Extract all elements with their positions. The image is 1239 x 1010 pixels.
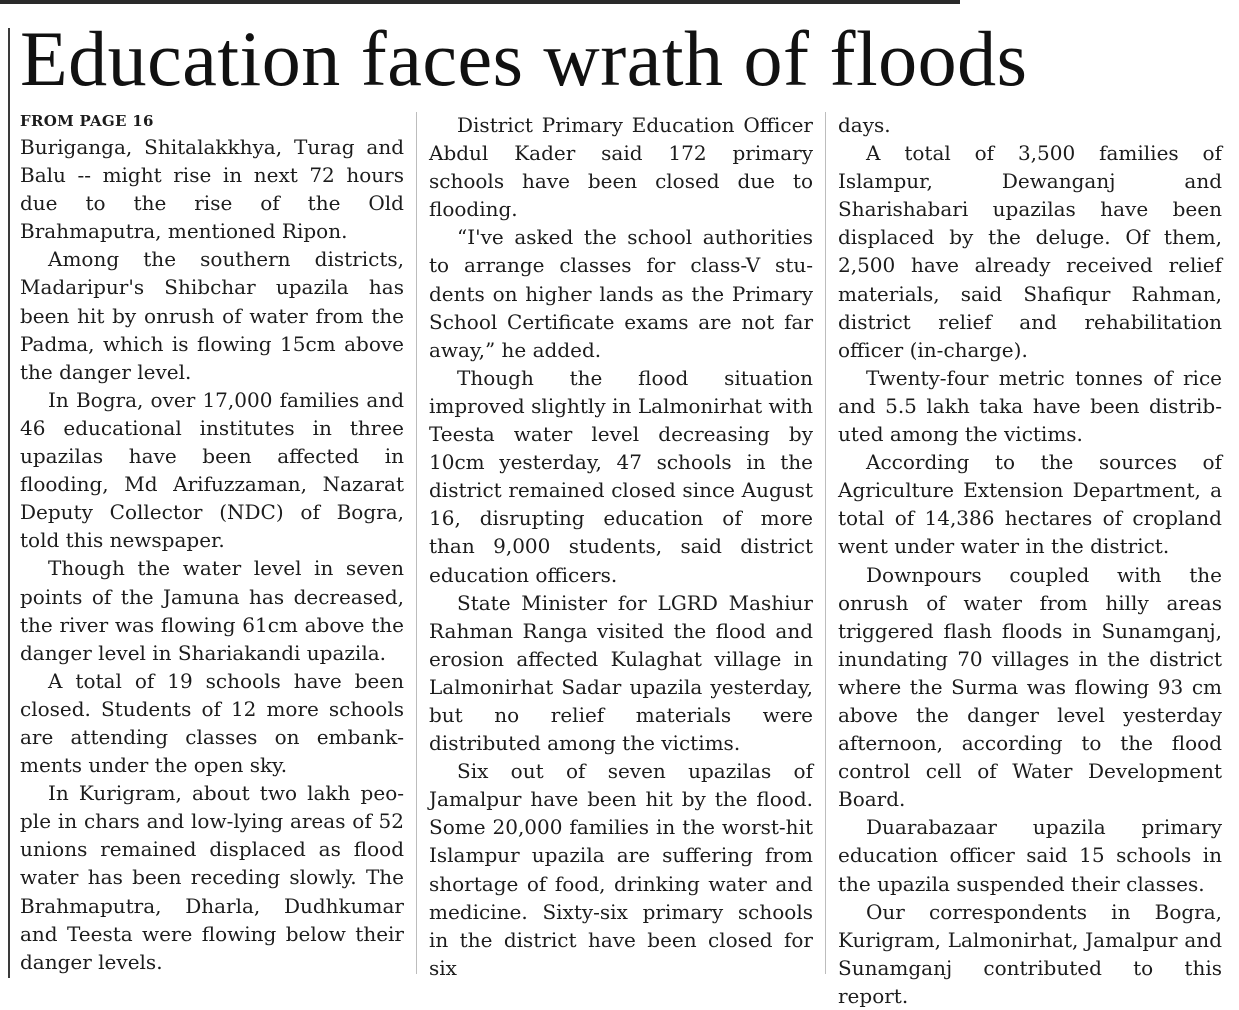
column-divider: [416, 112, 417, 974]
paragraph: Duarabazaar upazila primary education officer said 15 schools in the upazila suspended their classes.: [838, 815, 1222, 896]
article-column-3: [838, 111, 1222, 1010]
article-column-2: [429, 111, 813, 982]
paragraph: Downpours coupled with the onrush of water from hilly areas triggered flash floods in Sunamganj, inundating 70 villages in the district where the Surma was flowing 93 cm above the danger level yesterday afternoon, according to the flood control cell of Water Development Board.: [838, 562, 1222, 812]
paragraph: State Minister for LGRD Mashiur Rahman Ranga visited the flood and erosion affected Kulaghat village in Lalmonirhat Sadar upazila yesterday, but no relief materials were distributed among the victims.: [429, 590, 813, 756]
column-divider: [825, 112, 826, 974]
top-rule: [0, 0, 960, 4]
headline: Education faces wrath of floods: [20, 15, 1028, 102]
paragraph: A total of 3,500 families of Islampur, Dewanganj and Sharishabari upazilas have been displaced by the deluge. Of them, 2,500 have already received relief materials, said Shafiqur Rahman, district relief and rehabilitation officer (in-charge).: [838, 141, 1222, 362]
paragraph: Six out of seven upazilas of Jamalpur have been hit by the flood. Some 20,000 families in the worst-hit Islampur upazila are suffering from shortage of food, drinking water and medicine. Sixty-six primary schools in the district have been closed for six: [429, 759, 813, 980]
paragraph: Though the water level in seven points of the Jamuna has decreased, the river was flowing 61cm above the danger level in Shariakandi upazila.: [20, 556, 404, 665]
paragraph: According to the sources of Agriculture Extension Department, a total of 14,386 hectares of cropland went under water in the district.: [838, 450, 1222, 559]
paragraph: In Kurigram, about two lakh people in chars and low-lying areas of 52 unions remained displaced as flood water has been receding slowly. The Brahmaputra, Dharla, Dudhkumar and Teesta were flowing below their danger levels.: [20, 781, 404, 974]
paragraph: “I've asked the school authorities to arrange classes for class-V students on higher lands as the Primary School Certificate exams are not far away,” he added.: [429, 225, 813, 362]
paragraph: Among the southern districts, Madaripur's Shibchar upazila has been hit by onrush of water from the Padma, which is flowing 15cm above the danger level.: [20, 247, 404, 384]
paragraph: Buriganga, Shitalakkhya, Turag and Balu -- might rise in next 72 hours due to the rise of the Old Brahmaputra, mentioned Ripon.: [20, 135, 404, 244]
paragraph: Our correspondents in Bogra, Kurigram, Lalmonirhat, Jamalpur and Sunamganj contributed to this report.: [838, 899, 1222, 1008]
article-column-1: [20, 111, 404, 976]
jump-label: FROM PAGE 16: [20, 112, 154, 130]
paragraph: In Bogra, over 17,000 families and 46 educational institutes in three upazilas have been affected in flooding, Md Arifuzzaman, Nazarat Deputy Collector (NDC) of Bogra, told this newspaper.: [20, 387, 404, 553]
paragraph: Twenty-four metric tonnes of rice and 5.5 lakh taka have been distributed among the victims.: [838, 365, 1222, 447]
paragraph: A total of 19 schools have been closed. Students of 12 more schools are attending classes on embankments under the open sky.: [20, 668, 404, 778]
paragraph: District Primary Education Officer Abdul Kader said 172 primary schools have been closed due to flooding.: [429, 113, 813, 222]
paragraph: Though the flood situation improved slightly in Lalmonirhat with Teesta water level decreasing by 10cm yesterday, 47 schools in the district remained closed since August 16, disrupting education of more than 9,000 students, said district education officers.: [429, 365, 813, 587]
left-border-rule: [8, 28, 10, 978]
paragraph: days.: [838, 113, 891, 137]
